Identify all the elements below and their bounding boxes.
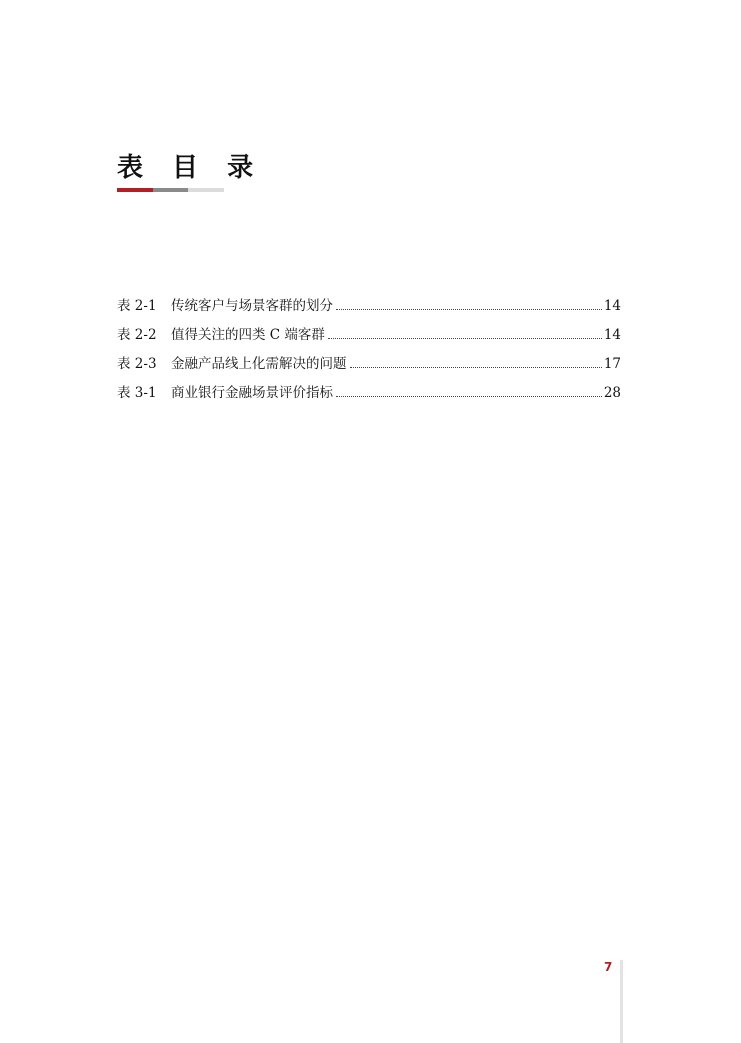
toc-entry-page: 28 [603,385,621,401]
toc-entry-page: 14 [603,298,621,314]
toc-dot-leader [328,338,602,339]
table-of-contents [117,294,621,410]
toc-entry-title: 商业银行金融场景评价指标 [171,385,333,401]
toc-entry-title: 传统客户与场景客群的划分 [171,298,333,314]
toc-entry-page: 14 [603,327,621,343]
side-rule [620,960,623,1043]
toc-entry[interactable] [117,381,621,410]
underline-light-segment [188,188,224,192]
toc-entry[interactable] [117,294,621,323]
toc-dot-leader [350,367,602,368]
toc-entry-title: 值得关注的四类 C 端客群 [171,327,325,343]
page-title: 表 目 录 [117,153,264,183]
toc-entry-page: 17 [603,356,621,372]
toc-entry[interactable] [117,352,621,381]
toc-dot-leader [336,396,602,397]
toc-entry-label: 表 2-2 [117,327,157,343]
toc-entry-title: 金融产品线上化需解决的问题 [171,356,347,372]
toc-entry-label: 表 3-1 [117,385,157,401]
toc-entry-label: 表 2-1 [117,298,157,314]
toc-dot-leader [336,309,602,310]
page-number: 7 [604,960,613,974]
title-underline [117,188,224,192]
toc-entry[interactable] [117,323,621,352]
underline-gray-segment [153,188,188,192]
underline-red-segment [117,188,153,192]
toc-entry-label: 表 2-3 [117,356,157,372]
